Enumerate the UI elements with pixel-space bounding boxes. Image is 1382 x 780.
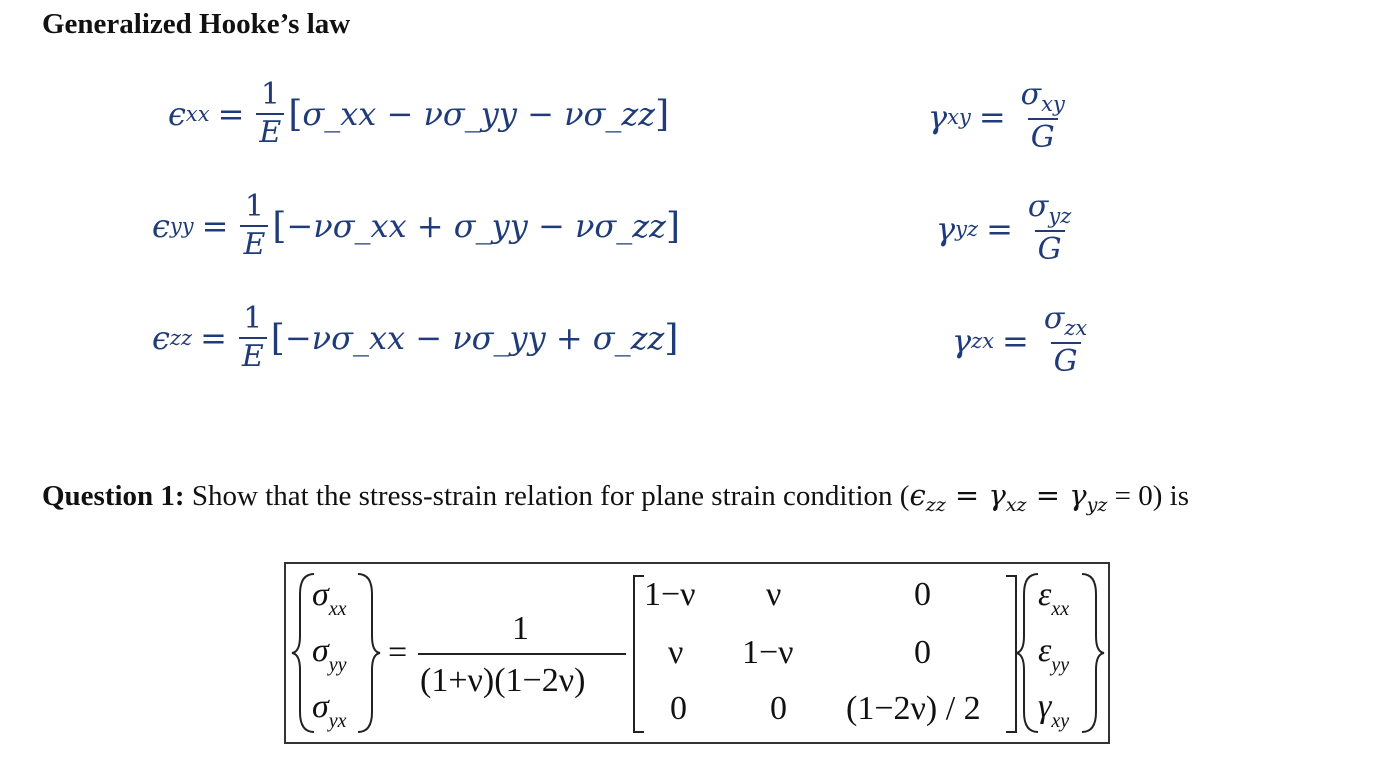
matrix-cell-1-0: ν: [668, 634, 684, 671]
fraction-numerator: 1: [512, 610, 529, 647]
shear-equation-xy: γ xy = $\frac{\sigma_{xy}}{G}$: [928, 77, 1065, 155]
shear-equation-yz: γ yz = $\frac{\sigma_{yz}}{G}$: [936, 189, 1072, 267]
rhs-gamma-xy: $\gamma_{xy}$: [1038, 688, 1070, 732]
matrix-cell-0-1: ν: [766, 576, 782, 613]
rhs-epsilon-xx: $\varepsilon_{xx}$: [1038, 576, 1070, 620]
matrix-cell-2-0: 0: [670, 690, 687, 727]
plane-strain-matrix-box: [284, 562, 1110, 744]
rhs-epsilon-yy: $\varepsilon_{yy}$: [1038, 632, 1070, 676]
matrix-cell-0-0: 1−ν: [644, 576, 696, 613]
question-label: Question 1:: [42, 480, 185, 512]
matrix-cell-2-1: 0: [770, 690, 787, 727]
matrix-cell-1-1: 1−ν: [742, 634, 794, 671]
strain-equation-zz: ϵ zz = $\frac{1}{E}$ [ −νσ_xx − νσ_yy + σ_zz ]: [152, 301, 679, 374]
question-body: Show that the stress-strain relation for plane strain condition (: [191, 480, 910, 512]
shear-equation-zx: γ zx = $\frac{\sigma_{zx}}{G}$: [952, 301, 1088, 379]
section-heading: Generalized Hooke’s law: [42, 8, 351, 40]
matrix-cell-1-2: 0: [914, 634, 931, 671]
strain-equation-xx: ϵ xx = $\frac{1}{E}$ [ σ_xx − νσ_yy − νσ_zz ]: [168, 77, 670, 150]
fraction-denominator: (1+ν)(1−2ν): [420, 662, 586, 699]
lhs-sigma-yy: $\sigma_{yy}$: [312, 632, 347, 676]
matrix-cell-0-2: 0: [914, 576, 931, 613]
strain-equation-yy: ϵ yy = $\frac{1}{E}$ [ −νσ_xx + σ_yy − νσ_zz ]: [152, 189, 680, 262]
lhs-sigma-xx: $\sigma_{xx}$: [312, 576, 347, 620]
lhs-sigma-yx: $\sigma_{yx}$: [312, 688, 347, 732]
question-text: Question 1: Show that the stress-strain relation for plane strain condition $(\epsilon_{zz} = \gamma_{xz} = \gamma_{yz} = 0)$ is: [42, 478, 1189, 516]
matrix-brackets: [286, 564, 1108, 742]
equals-sign: =: [388, 634, 408, 671]
matrix-cell-2-2: (1−2ν) / 2: [846, 690, 981, 727]
